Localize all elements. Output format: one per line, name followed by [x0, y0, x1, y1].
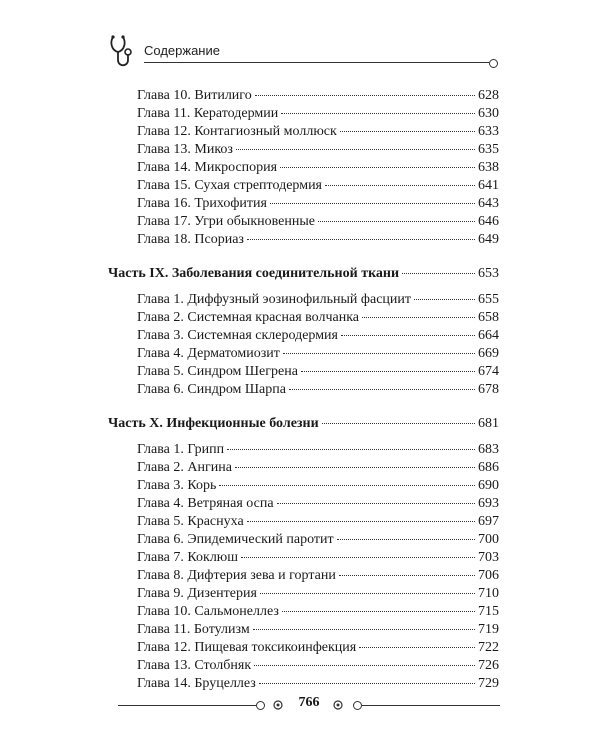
toc-dot-leader	[247, 507, 475, 522]
toc-entry-title: Глава 14. Микроспория	[137, 160, 278, 175]
page-footer	[118, 690, 500, 720]
toc-entry-page: 643	[478, 196, 499, 211]
toc-entry-page: 630	[478, 106, 499, 121]
toc-entry-title: Глава 10. Витилиго	[137, 88, 252, 103]
toc-dot-leader	[247, 225, 475, 240]
toc-dot-leader	[283, 339, 475, 354]
toc-dot-leader	[289, 375, 475, 390]
toc-dot-leader	[235, 453, 475, 468]
toc-entry-title: Глава 1. Диффузный эозинофильный фасциит	[137, 292, 411, 307]
toc-dot-leader	[339, 561, 475, 576]
toc-entry-title: Часть IX. Заболевания соединительной ткани	[108, 266, 400, 281]
toc-dot-leader	[402, 259, 475, 274]
toc-entry-page: 693	[478, 496, 499, 511]
toc-dot-leader	[322, 409, 475, 424]
toc-entry-title: Глава 18. Псориаз	[137, 232, 244, 247]
toc-entry-page: 628	[478, 88, 499, 103]
toc-entry-page: 729	[478, 676, 499, 691]
toc-entry-page: 674	[478, 364, 499, 379]
toc-entry-page: 700	[478, 532, 499, 547]
toc-dot-leader	[414, 285, 475, 300]
toc-entry-title: Глава 17. Угри обыкновенные	[137, 214, 315, 229]
footer-ornament-dot-right	[353, 701, 362, 710]
toc-dot-leader	[337, 525, 475, 540]
toc-entry-page: 678	[478, 382, 499, 397]
toc-dot-leader	[301, 357, 475, 372]
toc-entry-page: 653	[478, 266, 499, 281]
toc-dot-leader	[255, 81, 475, 96]
toc-entry-page: 669	[478, 346, 499, 361]
toc-dot-leader	[277, 489, 475, 504]
toc-entry-title: Часть X. Инфекционные болезни	[108, 416, 319, 431]
toc-dot-leader	[254, 651, 475, 666]
toc-entry-title: Глава 12. Контагиозный моллюск	[137, 124, 337, 139]
toc-dot-leader	[227, 435, 475, 450]
toc-entry-page: 703	[478, 550, 499, 565]
toc-entry-page: 658	[478, 310, 499, 325]
toc-entry-title: Глава 7. Коклюш	[137, 550, 239, 565]
toc-entry-page: 686	[478, 460, 499, 475]
toc-dot-leader	[318, 207, 475, 222]
toc-entry-page: 641	[478, 178, 499, 193]
toc-entry-page: 697	[478, 514, 499, 529]
toc-entry-title: Глава 16. Трихофития	[137, 196, 267, 211]
toc-entry-title: Глава 10. Сальмонеллез	[137, 604, 279, 619]
toc-entry-title: Глава 3. Корь	[137, 478, 217, 493]
footer-rule-left	[118, 705, 256, 706]
toc-entry-title: Глава 5. Краснуха	[137, 514, 244, 529]
toc-part-entry	[108, 412, 499, 430]
toc-entry-title: Глава 15. Сухая стрептодермия	[137, 178, 322, 193]
toc-dot-leader	[340, 117, 475, 132]
toc-dot-leader	[236, 135, 475, 150]
toc-entry-title: Глава 3. Системная склеродермия	[137, 328, 338, 343]
toc-entry-page: 710	[478, 586, 499, 601]
toc-entry-title: Глава 6. Эпидемический паротит	[137, 532, 334, 547]
toc-entry-page: 633	[478, 124, 499, 139]
toc-entry-page: 706	[478, 568, 499, 583]
toc-entry-page: 722	[478, 640, 499, 655]
toc-entry-title: Глава 13. Микоз	[137, 142, 233, 157]
toc-entry-title: Глава 2. Ангина	[137, 460, 232, 475]
toc-dot-leader	[270, 189, 475, 204]
toc-entry-title: Глава 11. Кератодермии	[137, 106, 279, 121]
toc-entry-title: Глава 2. Системная красная волчанка	[137, 310, 360, 325]
toc-entry-page: 635	[478, 142, 499, 157]
header-title: Содержание	[144, 43, 220, 58]
toc-entry-page: 655	[478, 292, 499, 307]
toc-part-entry	[108, 262, 499, 280]
toc-dot-leader	[260, 579, 475, 594]
toc-entry-page: 664	[478, 328, 499, 343]
toc-dot-leader	[241, 543, 475, 558]
toc-dot-leader	[359, 633, 475, 648]
toc-entry-title: Глава 4. Ветряная оспа	[137, 496, 274, 511]
footer-ornament-right	[332, 699, 344, 711]
toc-entry-title: Глава 5. Синдром Шегрена	[137, 364, 298, 379]
toc-entry-page: 638	[478, 160, 499, 175]
toc-entry-title: Глава 13. Столбняк	[137, 658, 252, 673]
toc-entry-title: Глава 9. Дизентерия	[137, 586, 257, 601]
toc-chapter-entry	[137, 672, 499, 690]
toc-dot-leader	[281, 99, 475, 114]
toc-entry-page: 726	[478, 658, 499, 673]
toc-dot-leader	[259, 669, 475, 684]
toc-entry-title: Глава 14. Бруцеллез	[137, 676, 256, 691]
toc-entry-page: 690	[478, 478, 499, 493]
toc-entry-page: 649	[478, 232, 499, 247]
toc-entry-page: 681	[478, 416, 499, 431]
toc-entry-page: 715	[478, 604, 499, 619]
toc-chapter-entry	[137, 228, 499, 246]
toc-entry-title: Глава 4. Дерматомиозит	[137, 346, 280, 361]
toc-entry-page: 719	[478, 622, 499, 637]
toc-dot-leader	[253, 615, 475, 630]
toc-entry-page: 683	[478, 442, 499, 457]
footer-rule-right	[362, 705, 500, 706]
toc-dot-leader	[325, 171, 475, 186]
toc-entry-title: Глава 12. Пищевая токсикоинфекция	[137, 640, 357, 655]
toc-entry-page: 646	[478, 214, 499, 229]
page-number: 766	[298, 695, 320, 710]
toc-entry-title: Глава 1. Грипп	[137, 442, 225, 457]
toc-dot-leader	[282, 597, 475, 612]
footer-ornament-dot-left	[256, 701, 265, 710]
footer-ornament-left	[272, 699, 284, 711]
toc-dot-leader	[341, 321, 475, 336]
toc-dot-leader	[280, 153, 475, 168]
toc-dot-leader	[362, 303, 475, 318]
toc-entry-title: Глава 11. Ботулизм	[137, 622, 250, 637]
toc-entry-title: Глава 8. Дифтерия зева и гортани	[137, 568, 336, 583]
toc-entry-title: Глава 6. Синдром Шарпа	[137, 382, 286, 397]
toc-chapter-entry	[137, 378, 499, 396]
toc-dot-leader	[219, 471, 475, 486]
